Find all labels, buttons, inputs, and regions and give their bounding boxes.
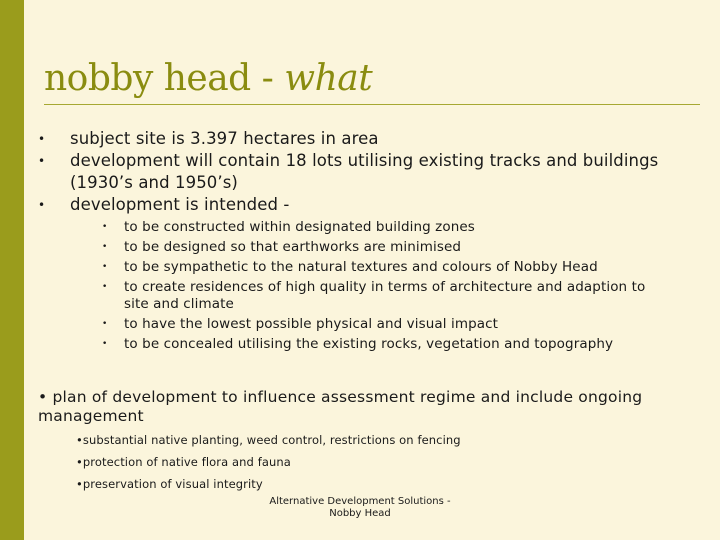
footer-text: Alternative Development Solutions - Nobby Head <box>269 496 451 519</box>
plan-item: •protection of native flora and fauna <box>76 455 291 469</box>
sub-bullet-item <box>98 219 668 236</box>
sub-bullet-item <box>98 316 668 333</box>
bullet-text: subject site is 3.397 hectares in area <box>70 129 379 148</box>
main-bullet-list <box>36 128 686 356</box>
bullet-text: development will contain 18 lots utilising existing tracks and buildings (1930’s and 1950’s) <box>70 151 659 192</box>
bullet-item <box>36 128 686 150</box>
sub-bullet-dot-icon: • <box>102 222 108 232</box>
title-main: nobby head - <box>44 58 285 99</box>
sub-bullet-text: to have the lowest possible physical and visual impact <box>124 316 499 332</box>
plan-item: •preservation of visual integrity <box>76 477 263 491</box>
bullet-text: development is intended - <box>70 195 290 214</box>
sub-bullet-list <box>98 219 668 353</box>
sub-bullet-text: to be constructed within designated building zones <box>124 219 475 235</box>
sub-bullet-item <box>98 239 668 256</box>
sub-bullet-text: to be sympathetic to the natural textures and colours of Nobby Head <box>124 259 598 275</box>
plan-item: •substantial native planting, weed control, restrictions on fencing <box>76 433 461 447</box>
sub-bullet-item <box>98 336 668 353</box>
sub-bullet-text: to create residences of high quality in terms of architecture and adaption to site and climate <box>124 279 646 312</box>
plan-paragraph: • plan of development to influence assessment regime and include ongoing management <box>38 388 643 425</box>
title-divider <box>44 104 700 105</box>
bullet-item <box>36 150 686 194</box>
sub-bullet-dot-icon: • <box>102 242 108 252</box>
title-italic: what <box>284 58 373 99</box>
bullet-dot-icon: • <box>38 132 46 146</box>
side-accent-bar <box>0 0 24 540</box>
sub-bullet-dot-icon: • <box>102 339 108 349</box>
sub-bullet-item <box>98 279 668 313</box>
sub-bullet-text: to be concealed utilising the existing rocks, vegetation and topography <box>124 336 614 352</box>
bullet-item <box>36 194 686 353</box>
sub-bullet-dot-icon: • <box>102 282 108 292</box>
sub-bullet-text: to be designed so that earthworks are minimised <box>124 239 462 255</box>
sub-bullet-dot-icon: • <box>102 319 108 329</box>
bullet-dot-icon: • <box>38 198 46 212</box>
sub-bullet-item <box>98 259 668 276</box>
slide-title <box>44 58 372 99</box>
sub-bullet-dot-icon: • <box>102 262 108 272</box>
bullet-dot-icon: • <box>38 154 46 168</box>
